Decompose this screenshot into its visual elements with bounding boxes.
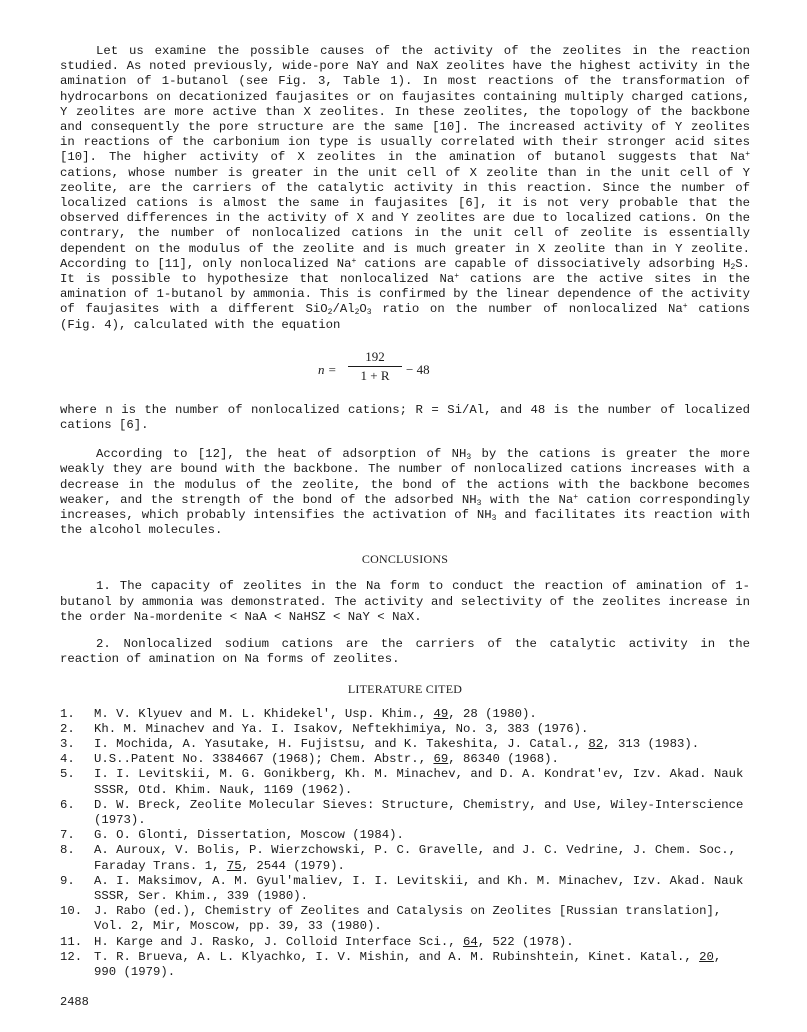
reference-text: D. W. Breck, Zeolite Molecular Sieves: Structure, Chemistry, and Use, Wiley-Interscience (1973). xyxy=(94,797,744,827)
spacer xyxy=(60,567,750,579)
reference-number: 10. xyxy=(60,904,83,919)
intro-text-6: /Al xyxy=(332,302,355,317)
page xyxy=(60,44,750,980)
reference-text: J. Rabo (ed.), Chemistry of Zeolites and Catalysis on Zeolites [Russian translation], Vol. 2, Mir, Moscow, pp. 39, 33 (1980). xyxy=(94,904,722,934)
reference-item xyxy=(60,950,750,980)
reference-text: I. Mochida, A. Yasutake, H. Fujistsu, and K. Takeshita, J. Catal., xyxy=(94,736,589,751)
spacer xyxy=(60,538,750,552)
reference-text-tail: , 522 (1978). xyxy=(477,934,574,949)
conclusion-item-1: 1. The capacity of zeolites in the Na form to conduct the reaction of amination of 1-butanol by ammonia was demonstrated. The activity and selectivity of the zeolites increase in the order Na-mordenite < NaA < NaHSZ < NaY < NaX. xyxy=(60,579,750,624)
equation-denominator: 1 + R xyxy=(360,368,390,383)
intro-text-1: Let us examine the possible causes of the activity of the zeolites in the reaction studied. As noted previously, wide-pore NaY and NaX zeolites have the highest activity in the amination of 1-butanol (see Fig. 3, Table 1). In most reactions of the transformation of hydrocarbons on decationized faujasites or on faujasites containing multiply charged cations, Y zeolites are more active than X zeolites. In these zeolites, the topology of the backbone and consequently the pore structure are the same [10]. The increased activity of Y zeolites in reactions of the carbonium ion type is usually correlated with their stronger acid sites [10]. The higher activity of X zeolites in the amination of butanol suggests that Na xyxy=(60,44,750,165)
heat-text-b: by the cations is greater the more weakly they are bound with the backbone. The number of nonlocalized cations increases with a decrease in the modulus of the zeolite, the bond of the actions with the backbone becomes weaker, and the strength of the bond of the adsorbed NH xyxy=(60,447,750,507)
intro-text-5: cations are the active sites in the amination of 1-butanol by ammonia. This is confirmed by the linear dependence of the activity of faujasites with a different SiO xyxy=(60,272,750,317)
reference-text: Kh. M. Minachev and Ya. I. Isakov, Neftekhimiya, No. 3, 383 (1976). xyxy=(94,721,589,736)
heat-text-c: with the Na xyxy=(481,492,574,507)
spacer xyxy=(60,668,750,682)
subscript-2: 2 xyxy=(354,308,360,318)
page-number: 2488 xyxy=(60,995,89,1009)
heat-text-a: According to [12], the heat of adsorption of NH xyxy=(96,447,467,462)
reference-number: 9. xyxy=(60,873,75,888)
reference-text: I. I. Levitskii, M. G. Gonikberg, Kh. M. Minachev, and D. A. Kondrat'ev, Izv. Akad. Nauk SSSR, Otd. Khim. Nauk, 1169 (1962). xyxy=(94,767,744,797)
equation-fraction xyxy=(348,349,402,384)
superscript-plus: + xyxy=(454,272,460,282)
equation-lhs: n = xyxy=(318,362,337,377)
equation-tail: − 48 xyxy=(406,362,430,377)
superscript-plus: + xyxy=(745,150,750,160)
superscript-plus: + xyxy=(682,302,688,312)
reference-volume: 75 xyxy=(226,858,242,873)
reference-item xyxy=(60,737,750,752)
intro-text-2: cations, whose number is greater in the unit cell of X zeolite than in the unit cell of Y zeolite, are the carriers of the catalytic activity in this reaction. Since the number of localized cations is almost the same in faujasites [6], it is not very probable that the observed differences in the activity of X and Y zeolites are due to localized cations. On the contrary, the number of nonlocalized cations in the unit cell of zeolite is essentially dependent on the modulus of the zeolite and is much greater in X zeolite than in Y zeolite. According to [11], only nonlocalized Na xyxy=(60,165,750,271)
reference-item xyxy=(60,798,750,828)
reference-item xyxy=(60,722,750,737)
reference-number: 1. xyxy=(60,706,75,721)
intro-text-3: cations are capable of dissociatively adsorbing H xyxy=(356,256,731,271)
reference-number: 2. xyxy=(60,721,75,736)
reference-number: 3. xyxy=(60,736,75,751)
heat-text-e: and facilitates its reaction with the alcohol molecules. xyxy=(60,508,750,538)
spacer xyxy=(60,697,750,707)
reference-text: T. R. Brueva, A. L. Klyachko, I. V. Mishin, and A. M. Rubinshtein, Kinet. Katal., xyxy=(94,949,700,964)
reference-text: M. V. Klyuev and M. L. Khidekel', Usp. Khim., xyxy=(94,706,434,721)
reference-number: 11. xyxy=(60,934,83,949)
intro-text-7: O xyxy=(359,302,367,317)
reference-text-tail: , 2544 (1979). xyxy=(241,858,345,873)
subscript-3: 3 xyxy=(366,308,372,318)
intro-text-8: ratio on the number of nonlocalized Na xyxy=(371,302,683,317)
superscript-plus: + xyxy=(351,256,357,266)
conclusions-heading: CONCLUSIONS xyxy=(361,552,449,567)
reference-text-tail: , 313 (1983). xyxy=(603,736,700,751)
reference-item xyxy=(60,843,750,873)
reference-item xyxy=(60,752,750,767)
reference-volume: 69 xyxy=(433,752,449,767)
equation xyxy=(318,349,438,389)
reference-number: 5. xyxy=(60,767,75,782)
reference-item xyxy=(60,767,750,797)
intro-paragraph xyxy=(60,44,750,333)
reference-item xyxy=(60,828,750,843)
reference-volume: 82 xyxy=(588,736,604,751)
reference-text-tail: , 28 (1980). xyxy=(448,706,537,721)
reference-text: G. O. Glonti, Dissertation, Moscow (1984). xyxy=(94,828,404,843)
reference-item xyxy=(60,707,750,722)
equation-numerator: 192 xyxy=(348,349,402,367)
subscript-3: 3 xyxy=(491,514,497,524)
reference-number: 6. xyxy=(60,797,75,812)
reference-text: U.S..Patent No. 3384667 (1968); Chem. Abstr., xyxy=(94,752,434,767)
reference-text-tail: , 990 (1979). xyxy=(94,949,722,979)
reference-volume: 20 xyxy=(699,949,714,964)
heat-text-d: cation correspondingly increases, which probably intensifies the activation of NH xyxy=(60,492,750,523)
reference-item xyxy=(60,874,750,904)
reference-number: 8. xyxy=(60,843,75,858)
reference-text: H. Karge and J. Rasko, J. Colloid Interface Sci., xyxy=(94,934,463,949)
reference-list xyxy=(60,707,750,981)
reference-volume: 64 xyxy=(462,934,478,949)
literature-heading: LITERATURE CITED xyxy=(347,681,463,696)
heat-paragraph xyxy=(60,447,750,538)
subscript-3: 3 xyxy=(466,453,472,463)
intro-text-9: cations (Fig. 4), calculated with the equation xyxy=(60,302,750,332)
subscript-2: 2 xyxy=(730,262,736,272)
spacer xyxy=(60,433,750,447)
spacer xyxy=(60,625,750,637)
superscript-plus: + xyxy=(573,492,579,502)
reference-text: A. I. Maksimov, A. M. Gyul'maliev, I. I. Levitskii, and Kh. M. Minachev, Izv. Akad. Nauk SSSR, Ser. Khim., 339 (1980). xyxy=(94,873,744,903)
reference-text: A. Auroux, V. Bolis, P. Wierzchowski, P. C. Gravelle, and J. C. Vedrine, J. Chem. Soc., Faraday Trans. 1, xyxy=(94,843,737,873)
reference-number: 7. xyxy=(60,828,75,843)
reference-text-tail: , 86340 (1968). xyxy=(448,752,559,767)
reference-number: 12. xyxy=(60,949,83,964)
where-paragraph: where n is the number of nonlocalized cations; R = Si/Al, and 48 is the number of localized cations [6]. xyxy=(60,402,750,433)
reference-volume: 49 xyxy=(433,706,449,721)
reference-number: 4. xyxy=(60,752,75,767)
subscript-3: 3 xyxy=(476,498,482,508)
reference-item xyxy=(60,935,750,950)
conclusion-item-2: 2. Nonlocalized sodium cations are the carriers of the catalytic activity in the reaction of amination on Na forms of zeolites. xyxy=(60,637,750,667)
subscript-2: 2 xyxy=(327,308,333,318)
intro-text-4: S. It is possible to hypothesize that nonlocalized Na xyxy=(60,256,751,287)
reference-item xyxy=(60,904,750,934)
